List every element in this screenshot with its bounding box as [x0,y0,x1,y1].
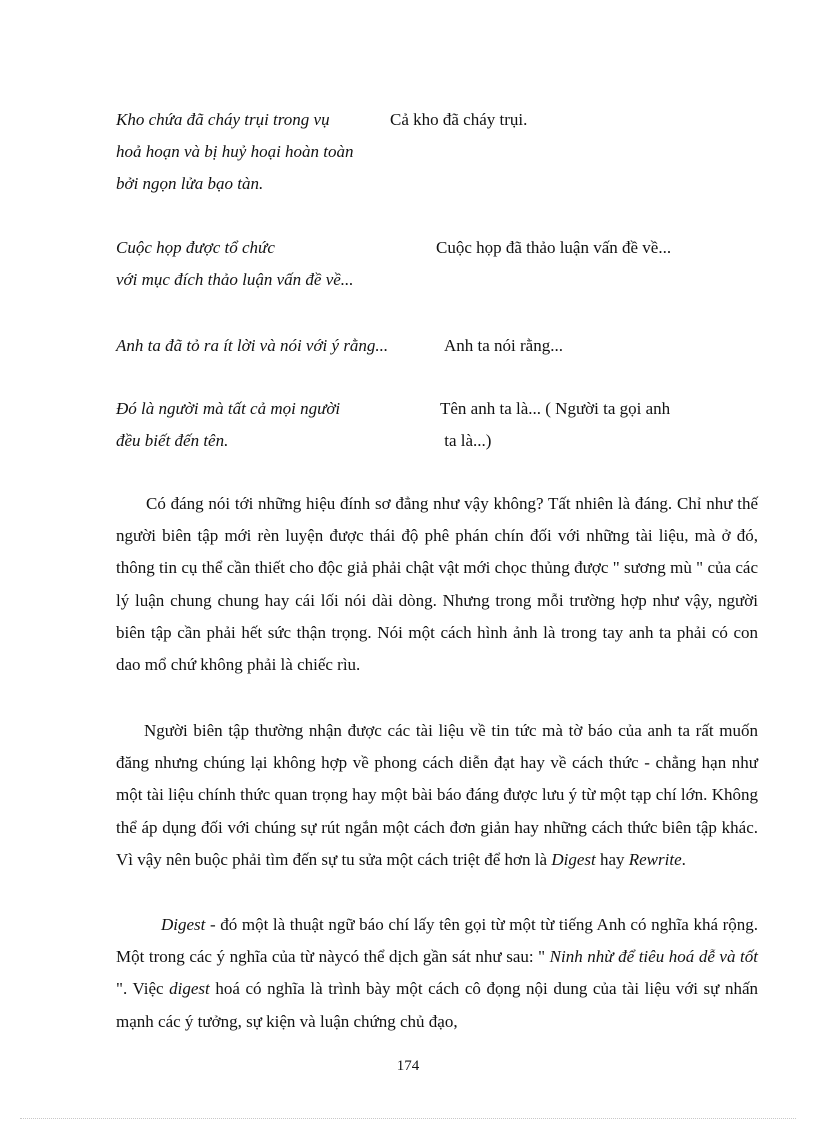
original-sentence: Cuộc họp được tổ chức với mục đích thảo luận vấn đề về... [116,238,354,289]
term-digest-lower: digest [169,979,210,999]
page-number: 174 [396,1058,420,1074]
term-digest: Digest [161,915,206,934]
term-rewrite: Rewrite [628,849,682,869]
term-digest: Digest [551,849,596,869]
original-sentence: Đó là người mà tất cả mọi người đều biết đến tên. [116,399,341,450]
body-paragraph: Có đáng nói tới những hiệu đính sơ đẳng như vậy không? Tất nhiên là đáng. Chỉ như thế người biên tập mới rèn luyện được thái độ phê phán chín đối với những tài liệu, mà ở đó, thông tin cụ thể cần thiết cho độc giả phải chật vật mới chọc thủng được " sương mù " của các lý luận chung chung hay cái lối nói dài dòng. Nhưng trong mỗi trường hợp như vậy, người biên tập cần phải hết sức thận trọng. Nói một cách hình ảnh là trong tay anh ta phải có con dao mổ chứ không phải là chiếc rìu. [116,494,758,675]
original-sentence: Kho chứa đã cháy trụi trong vụ hoả hoạn và bị huỷ hoại hoàn toàn bởi ngọn lửa bạo tàn. [116,110,354,193]
footer-divider [20,1118,796,1119]
edited-sentence: Cả kho đã cháy trụi. [390,110,528,129]
body-paragraph: Digest - đó một là thuật ngữ báo chí lấy tên gọi từ một từ tiếng Anh có nghĩa khá rộng. Một trong các ý nghĩa của từ nàycó thể dịch gần sát như sau: " Ninh nhừ để tiêu hoá dễ và tốt ". Việc digest hoá có nghĩa là trình bày một cách cô đọng nội dung của tài liệu với sự nhấn mạnh các ý tưởng, sự kiện và luận chứng chủ đạo, [116,915,759,1031]
edited-sentence: Tên anh ta là... ( Người ta gọi anh ta là...) [440,399,671,450]
edited-sentence: Cuộc họp đã thảo luận vấn đề về... [436,238,672,257]
body-paragraph: Người biên tập thường nhận được các tài liệu về tin tức mà tờ báo của anh ta rất muốn đăng nhưng chúng lại không hợp về phong cách diễn đạt hay về cách thức - chẳng hạn như một tài liệu chính thức quan trọng hay một bài báo đáng được lưu ý từ một tạp chí lớn. Không thể áp dụng đối với chúng sự rút ngắn một cách đơn giản hay những cách thức biên tập khác. Vì vậy nên buộc phải tìm đến sự tu sửa một cách triệt để hơn là Digest hay Rewrite. [116,721,758,869]
quoted-phrase: Ninh nhừ để tiêu hoá dễ và tốt [545,947,758,967]
original-sentence: Anh ta đã tỏ ra ít lời và nói với ý rằng... [116,336,389,355]
edited-sentence: Anh ta nói rằng... [444,336,563,355]
